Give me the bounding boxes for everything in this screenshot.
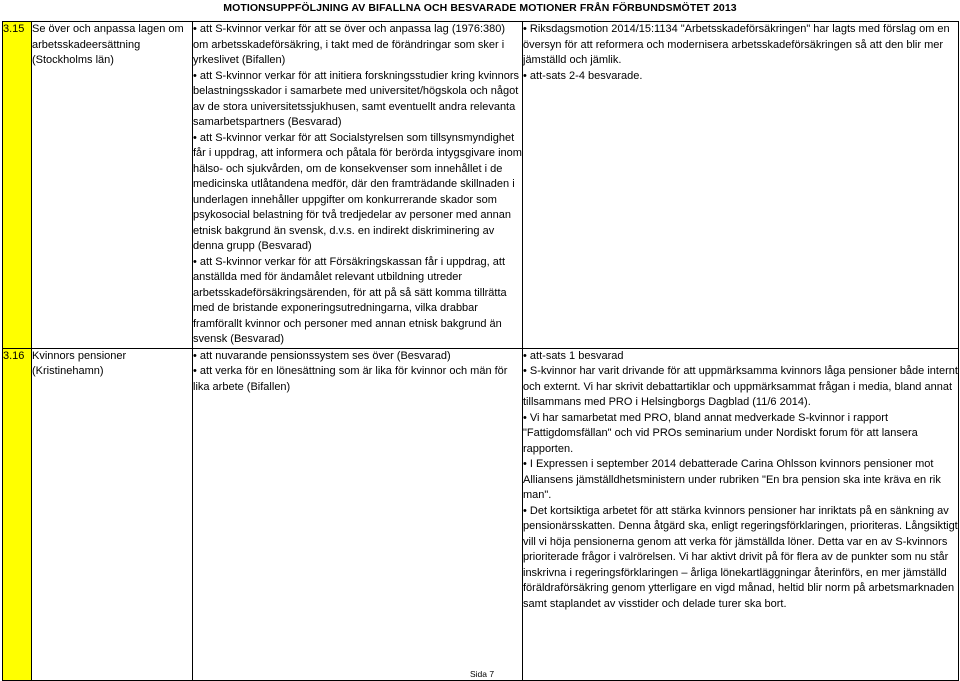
- table-row: [3, 348, 959, 680]
- page-header: MOTIONSUPPFÖLJNING AV BIFALLNA OCH BESVARADE MOTIONER FRÅN FÖRBUNDSMÖTET 2013: [223, 2, 737, 14]
- page-number: Sida 7: [470, 669, 495, 679]
- action-items-cell: [523, 348, 959, 680]
- action-item: • Riksdagsmotion 2014/15:1134 "Arbetsskadeförsäkringen" har lagts med förslag om en översyn för att reformera och modernisera arbetsskadeförsäkringen så att den blir mer jämställd och jämlik.: [523, 22, 958, 69]
- motion-item: • att S-kvinnor verkar för att se över och anpassa lag (1976:380) om arbetsskadeförsäkring, i takt med de förändringar som sker i yrkeslivet (Bifallen): [193, 22, 522, 69]
- motion-items-cell: [193, 348, 523, 680]
- motion-item: • att verka för en lönesättning som är lika för kvinnor och män för lika arbete (Bifallen): [193, 364, 522, 395]
- action-item: • att-sats 1 besvarad: [523, 349, 958, 365]
- motion-item: • att nuvarande pensionssystem ses över (Besvarad): [193, 349, 522, 365]
- motion-title: Se över och anpassa lagen om arbetsskadeersättning (Stockholms län): [32, 22, 193, 349]
- row-number: 3.16: [3, 348, 32, 680]
- motion-table: [2, 21, 959, 681]
- table-row: [3, 22, 959, 349]
- action-items-cell: [523, 22, 959, 349]
- motion-item: • att S-kvinnor verkar för att Socialstyrelsen som tillsynsmyndighet får i uppdrag, att informera och påtala för berörda intygsgivare inom hälso- och sjukvården, om de konsekvenser som innehållet i de medicinska utlåtandena medför, där den framträdande skillnaden i underlagen innehåller uppgifter om konkurrerande skador som psykosocial belastning för två tredjedelar av personer med annan etnisk bakgrund än svensk, d.v.s. en indirekt diskriminering av denna grupp (Besvarad): [193, 131, 522, 255]
- row-number: 3.15: [3, 22, 32, 349]
- action-item: • att-sats 2-4 besvarade.: [523, 69, 958, 85]
- motion-item: • att S-kvinnor verkar för att initiera forskningsstudier kring kvinnors belastningsskador i samarbete med universitet/högskola och något av de stora universitetssjukhusen, samt eventuellt andra relevanta samarbetspartners (Besvarad): [193, 69, 522, 131]
- action-item: • I Expressen i september 2014 debatterade Carina Ohlsson kvinnors pensioner mot Alliansens jämställdhetsministern under rubriken "En bra pension ska inte kräva en rik man".: [523, 457, 958, 504]
- motion-items-cell: [193, 22, 523, 349]
- action-item: • Det kortsiktiga arbetet för att stärka kvinnors pensioner har inriktats på en sänkning av pensionärsskatten. Denna åtgärd ska, enligt regeringsförklaringen, prioriteras. Långsiktigt vill vi höja pensionerna genom att verka för jämställda löner. Detta var en av S-kvinnors prioriterade frågor i valrörelsen. Vi har aktivt drivit på för flera av de punkter som nu står inskrivna i regeringsförklaringen – årliga lönekartläggningar återinförs, en mer jämställd föräldraförsäkring genom ytterligare en vigd månad, heltid blir norm på arbetsmarknaden samt staplandet av visstider och delade turer ska bort.: [523, 504, 958, 613]
- action-item: • S-kvinnor har varit drivande för att uppmärksamma kvinnors låga pensioner både internt och externt. Vi har skrivit debattartiklar och uppmärksammat frågan i media, bland annat tillsammans med PRO i Helsingborgs Dagblad (11/6 2014).: [523, 364, 958, 411]
- action-item: • Vi har samarbetat med PRO, bland annat medverkade S-kvinnor i rapport "Fattigdomsfällan" och vid PROs seminarium under Nordiskt forum för att lansera rapporten.: [523, 411, 958, 458]
- motion-title: Kvinnors pensioner (Kristinehamn): [32, 348, 193, 680]
- motion-item: • att S-kvinnor verkar för att Försäkringskassan får i uppdrag, att anställda med för ändamålet relevant utbildning utreder arbetsskadeförsäkringsärenden, för att på så sätt komma tillrätta med de bristande exponeringsutredningarna, vilka drabbar framförallt kvinnor och personer med annan etnisk bakgrund än svensk (Besvarad): [193, 255, 522, 348]
